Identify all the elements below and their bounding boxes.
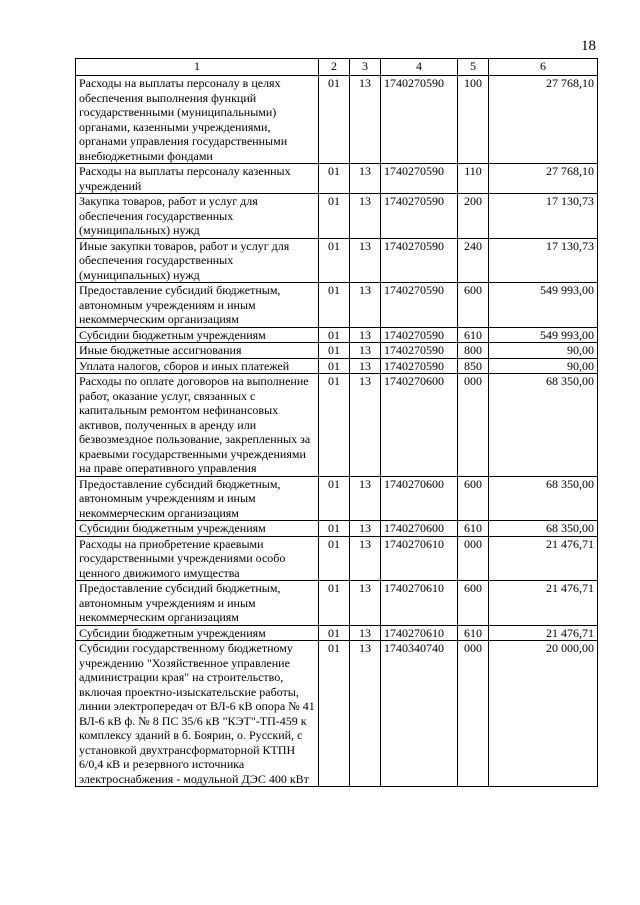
section-code: 01 <box>319 194 350 239</box>
expense-name: Предоставление субсидий бюджетным, автономным учреждениям и иным некоммерческим организациям <box>76 283 319 328</box>
target-article-code: 1740270600 <box>381 374 458 477</box>
expense-type-code: 850 <box>458 358 489 374</box>
expense-name: Расходы на приобретение краевыми государственными учреждениями особо ценного движимого имущества <box>76 536 319 581</box>
expense-name: Уплата налогов, сборов и иных платежей <box>76 358 319 374</box>
expense-type-code: 240 <box>458 238 489 283</box>
expense-type-code: 000 <box>458 374 489 477</box>
expense-name: Субсидии бюджетным учреждениям <box>76 625 319 641</box>
section-code: 01 <box>319 327 350 343</box>
subsection-code: 13 <box>350 536 381 581</box>
subsection-code: 13 <box>350 625 381 641</box>
subsection-code: 13 <box>350 641 381 787</box>
section-code: 01 <box>319 283 350 328</box>
target-article-code: 1740270590 <box>381 164 458 194</box>
expense-type-code: 000 <box>458 536 489 581</box>
amount: 20 000,00 <box>489 641 598 787</box>
expense-type-code: 610 <box>458 625 489 641</box>
subsection-code: 13 <box>350 521 381 537</box>
section-code: 01 <box>319 343 350 359</box>
amount: 27 768,10 <box>489 76 598 164</box>
expense-type-code: 610 <box>458 327 489 343</box>
subsection-code: 13 <box>350 476 381 521</box>
target-article-code: 1740270590 <box>381 327 458 343</box>
amount: 21 476,71 <box>489 625 598 641</box>
expense-type-code: 610 <box>458 521 489 537</box>
header-cell: 5 <box>458 59 489 76</box>
table-row <box>76 238 598 283</box>
expense-name: Предоставление субсидий бюджетным, автономным учреждениям и иным некоммерческим организациям <box>76 581 319 626</box>
expense-name: Расходы на выплаты персоналу в целях обеспечения выполнения функций государственными (муниципальными) органами, казенными учреждениями, органами управления государственными внебюджетными фондами <box>76 76 319 164</box>
table-row <box>76 521 598 537</box>
expense-name: Расходы по оплате договоров на выполнение работ, оказание услуг, связанных с капитальным ремонтом нефинансовых активов, полученных в аренду или безвозмездное пользование, закрепленных за краевыми государственными учреждениями на праве оперативного управления <box>76 374 319 477</box>
amount: 21 476,71 <box>489 581 598 626</box>
amount: 90,00 <box>489 358 598 374</box>
amount: 549 993,00 <box>489 327 598 343</box>
header-cell: 3 <box>350 59 381 76</box>
table-row <box>76 536 598 581</box>
table-row <box>76 358 598 374</box>
subsection-code: 13 <box>350 374 381 477</box>
amount: 17 130,73 <box>489 238 598 283</box>
expense-type-code: 100 <box>458 76 489 164</box>
table-row <box>76 641 598 787</box>
table-row <box>76 343 598 359</box>
section-code: 01 <box>319 238 350 283</box>
header-cell: 2 <box>319 59 350 76</box>
section-code: 01 <box>319 625 350 641</box>
expense-type-code: 600 <box>458 283 489 328</box>
target-article-code: 1740270590 <box>381 358 458 374</box>
amount: 68 350,00 <box>489 374 598 477</box>
target-article-code: 1740270610 <box>381 625 458 641</box>
expense-type-code: 110 <box>458 164 489 194</box>
table-row <box>76 76 598 164</box>
expense-name: Расходы на выплаты персоналу казенных учреждений <box>76 164 319 194</box>
amount: 21 476,71 <box>489 536 598 581</box>
expense-type-code: 600 <box>458 476 489 521</box>
budget-table <box>75 58 598 787</box>
amount: 17 130,73 <box>489 194 598 239</box>
expense-name: Закупка товаров, работ и услуг для обеспечения государственных (муниципальных) нужд <box>76 194 319 239</box>
subsection-code: 13 <box>350 581 381 626</box>
page-number: 18 <box>581 38 596 54</box>
subsection-code: 13 <box>350 358 381 374</box>
target-article-code: 1740270590 <box>381 343 458 359</box>
section-code: 01 <box>319 76 350 164</box>
table-row <box>76 476 598 521</box>
table-row <box>76 283 598 328</box>
subsection-code: 13 <box>350 238 381 283</box>
table-row <box>76 374 598 477</box>
expense-name: Предоставление субсидий бюджетным, автономным учреждениям и иным некоммерческим организациям <box>76 476 319 521</box>
target-article-code: 1740270610 <box>381 581 458 626</box>
amount: 68 350,00 <box>489 476 598 521</box>
target-article-code: 1740270590 <box>381 194 458 239</box>
expense-name: Иные бюджетные ассигнования <box>76 343 319 359</box>
subsection-code: 13 <box>350 283 381 328</box>
expense-type-code: 600 <box>458 581 489 626</box>
expense-type-code: 000 <box>458 641 489 787</box>
table-row <box>76 327 598 343</box>
table-row <box>76 625 598 641</box>
section-code: 01 <box>319 536 350 581</box>
target-article-code: 1740270600 <box>381 521 458 537</box>
section-code: 01 <box>319 374 350 477</box>
expense-name: Субсидии бюджетным учреждениям <box>76 521 319 537</box>
target-article-code: 1740270600 <box>381 476 458 521</box>
subsection-code: 13 <box>350 76 381 164</box>
table-row <box>76 164 598 194</box>
header-cell: 1 <box>76 59 319 76</box>
subsection-code: 13 <box>350 327 381 343</box>
target-article-code: 1740340740 <box>381 641 458 787</box>
expense-name: Субсидии государственному бюджетному учреждению "Хозяйственное управление администрации края" на строительство, включая проектно-изыскательские работы, линии электропередач от ВЛ-6 кВ опора № 41 ВЛ-6 кВ ф. № 8 ПС 35/6 кВ "КЭТ"-ТП-459 к комплексу зданий в б. Боярин, о. Русский, с установкой двухтрансформаторной КТПН 6/0,4 кВ и резервного источника электроснабжения - модульной ДЭС 400 кВт <box>76 641 319 787</box>
section-code: 01 <box>319 521 350 537</box>
expense-name: Субсидии бюджетным учреждениям <box>76 327 319 343</box>
header-cell: 4 <box>381 59 458 76</box>
expense-type-code: 800 <box>458 343 489 359</box>
amount: 549 993,00 <box>489 283 598 328</box>
amount: 27 768,10 <box>489 164 598 194</box>
target-article-code: 1740270590 <box>381 283 458 328</box>
header-cell: 6 <box>489 59 598 76</box>
subsection-code: 13 <box>350 194 381 239</box>
section-code: 01 <box>319 581 350 626</box>
section-code: 01 <box>319 641 350 787</box>
target-article-code: 1740270590 <box>381 76 458 164</box>
header-row <box>76 59 598 76</box>
section-code: 01 <box>319 164 350 194</box>
target-article-code: 1740270590 <box>381 238 458 283</box>
amount: 90,00 <box>489 343 598 359</box>
target-article-code: 1740270610 <box>381 536 458 581</box>
table-row <box>76 581 598 626</box>
subsection-code: 13 <box>350 343 381 359</box>
subsection-code: 13 <box>350 164 381 194</box>
table-row <box>76 194 598 239</box>
section-code: 01 <box>319 358 350 374</box>
expense-type-code: 200 <box>458 194 489 239</box>
section-code: 01 <box>319 476 350 521</box>
amount: 68 350,00 <box>489 521 598 537</box>
expense-name: Иные закупки товаров, работ и услуг для обеспечения государственных (муниципальных) нужд <box>76 238 319 283</box>
